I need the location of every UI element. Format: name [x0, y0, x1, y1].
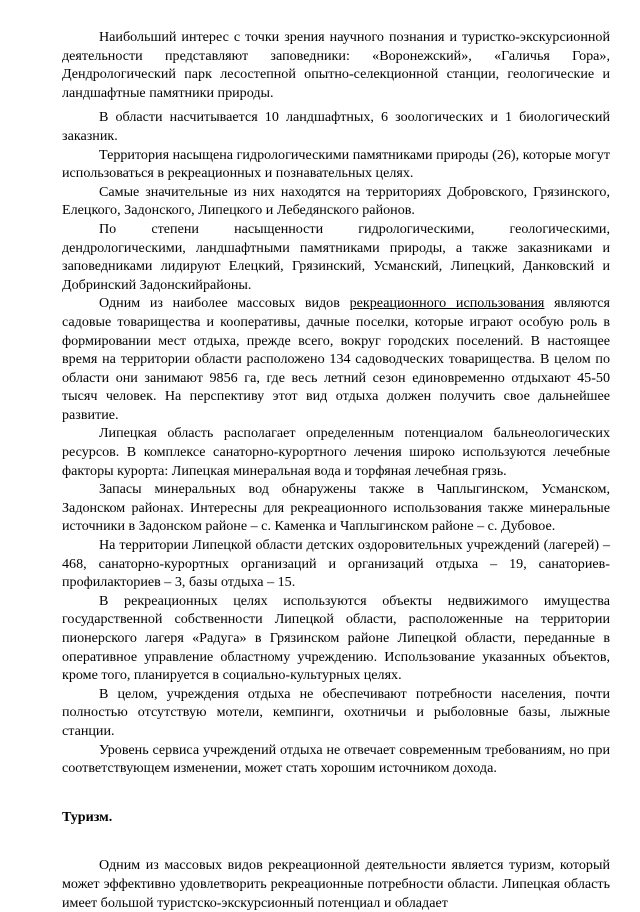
paragraph-garden-text-start: Одним из наиболее массовых видов — [99, 295, 350, 312]
paragraph-leading-districts: По степени насыщенности гидрологическими, геологическими, дендрологическими, ландшафтными памятниками природы, а также заказниками и заповедниками лидируют Елецкий, Грязинский, Усманский, Липецкий, Данковский и Добринский Задонскийрайоны. — [62, 220, 610, 293]
document-body — [62, 28, 610, 912]
paragraph-significant-districts: Самые значительные из них находятся на территориях Добровского, Грязинского, Елецкого, Задонского, Липецкого и Лебедянского районов. — [62, 183, 610, 219]
paragraph-recreation-facilities: На территории Липецкой области детских оздоровительных учреждений (лагерей) – 468, санаторно-курортных организаций и организаций отдыха – 19, санаториев-профилакториев – 3, базы отдыха – 15. — [62, 537, 610, 591]
paragraph-reserves: Наибольший интерес с точки зрения научного познания и туристко-экскурсионной деятельности представляют заповедники: «Воронежский», «Галичья Гора», Дендрологический парк лесостепной опытно-селекционной станции, геологические и ландшафтные памятники природы. — [62, 29, 610, 101]
paragraph-unmet-needs: В целом, учреждения отдыха не обеспечивают потребности населения, почти полностью отсутствую мотели, кемпинги, охотничьи и рыболовные базы, лыжные станции. — [62, 685, 610, 739]
paragraph-mineral-waters: Запасы минеральных вод обнаружены также в Чаплыгинском, Усманском, Задонском районах. Интересны для рекреационного использования также минеральные источники в Задонском районе – с. Каменка и Чаплыгинском районе – с. Дубовое. — [62, 481, 610, 535]
paragraph-hydrological-monuments: Территория насыщена гидрологическими памятниками природы (26), которые могут использоваться в рекреационных и познавательных целях. — [62, 146, 610, 182]
paragraph-sanctuaries: В области насчитывается 10 ландшафтных, 6 зоологических и 1 биологический заказник. — [62, 109, 610, 144]
paragraph-tourism-intro: Одним из массовых видов рекреационной деятельности является туризм, который может эффективно удовлетворить рекреационные потребности области. Липецкая область имеет большой туристско-экскурсионный потенциал и обладает — [62, 857, 610, 911]
paragraph-state-property: В рекреационных целях используются объекты недвижимого имущества государственной собственности Липецкой области, расположенные на территории пионерского лагеря «Радуга» в Грязинском районе Липецкой области, переданные в оперативное управление областному учреждению. Использование указанных объектов, кроме того, планируется в социально-культурных целях. — [62, 592, 610, 684]
paragraph-garden-text-end: являются садовые товарищества и кооперативы, дачные поселки, которые играют особую роль в формировании мест отдыха, прежде всего, вокруг городских поселений. В настоящее время на территории области расположено 134 садоводческих товарищества. В целом по области они занимают 9856 га, где весь летний сезон единовременно отдыхают 45-50 тысяч человек. На перспективу этот вид отдыха должен получить свое дальнейшее развитие. — [62, 295, 610, 423]
recreational-use-underlined: рекреационного использования — [349, 295, 545, 312]
paragraph-garden-partnerships — [62, 294, 610, 424]
paragraph-service-level: Уровень сервиса учреждений отдыха не отвечает современным требованиям, но при соответствующем изменении, может стать хорошим источником дохода. — [62, 741, 610, 777]
paragraph-balneological-resources: Липецкая область располагает определенным потенциалом бальнеологических ресурсов. В комплексе санаторно-курортного лечения широко используются лечебные факторы курорта: Липецкая минеральная вода и торфяная лечебная грязь. — [62, 425, 610, 479]
section-heading-tourism: Туризм. — [62, 808, 113, 825]
